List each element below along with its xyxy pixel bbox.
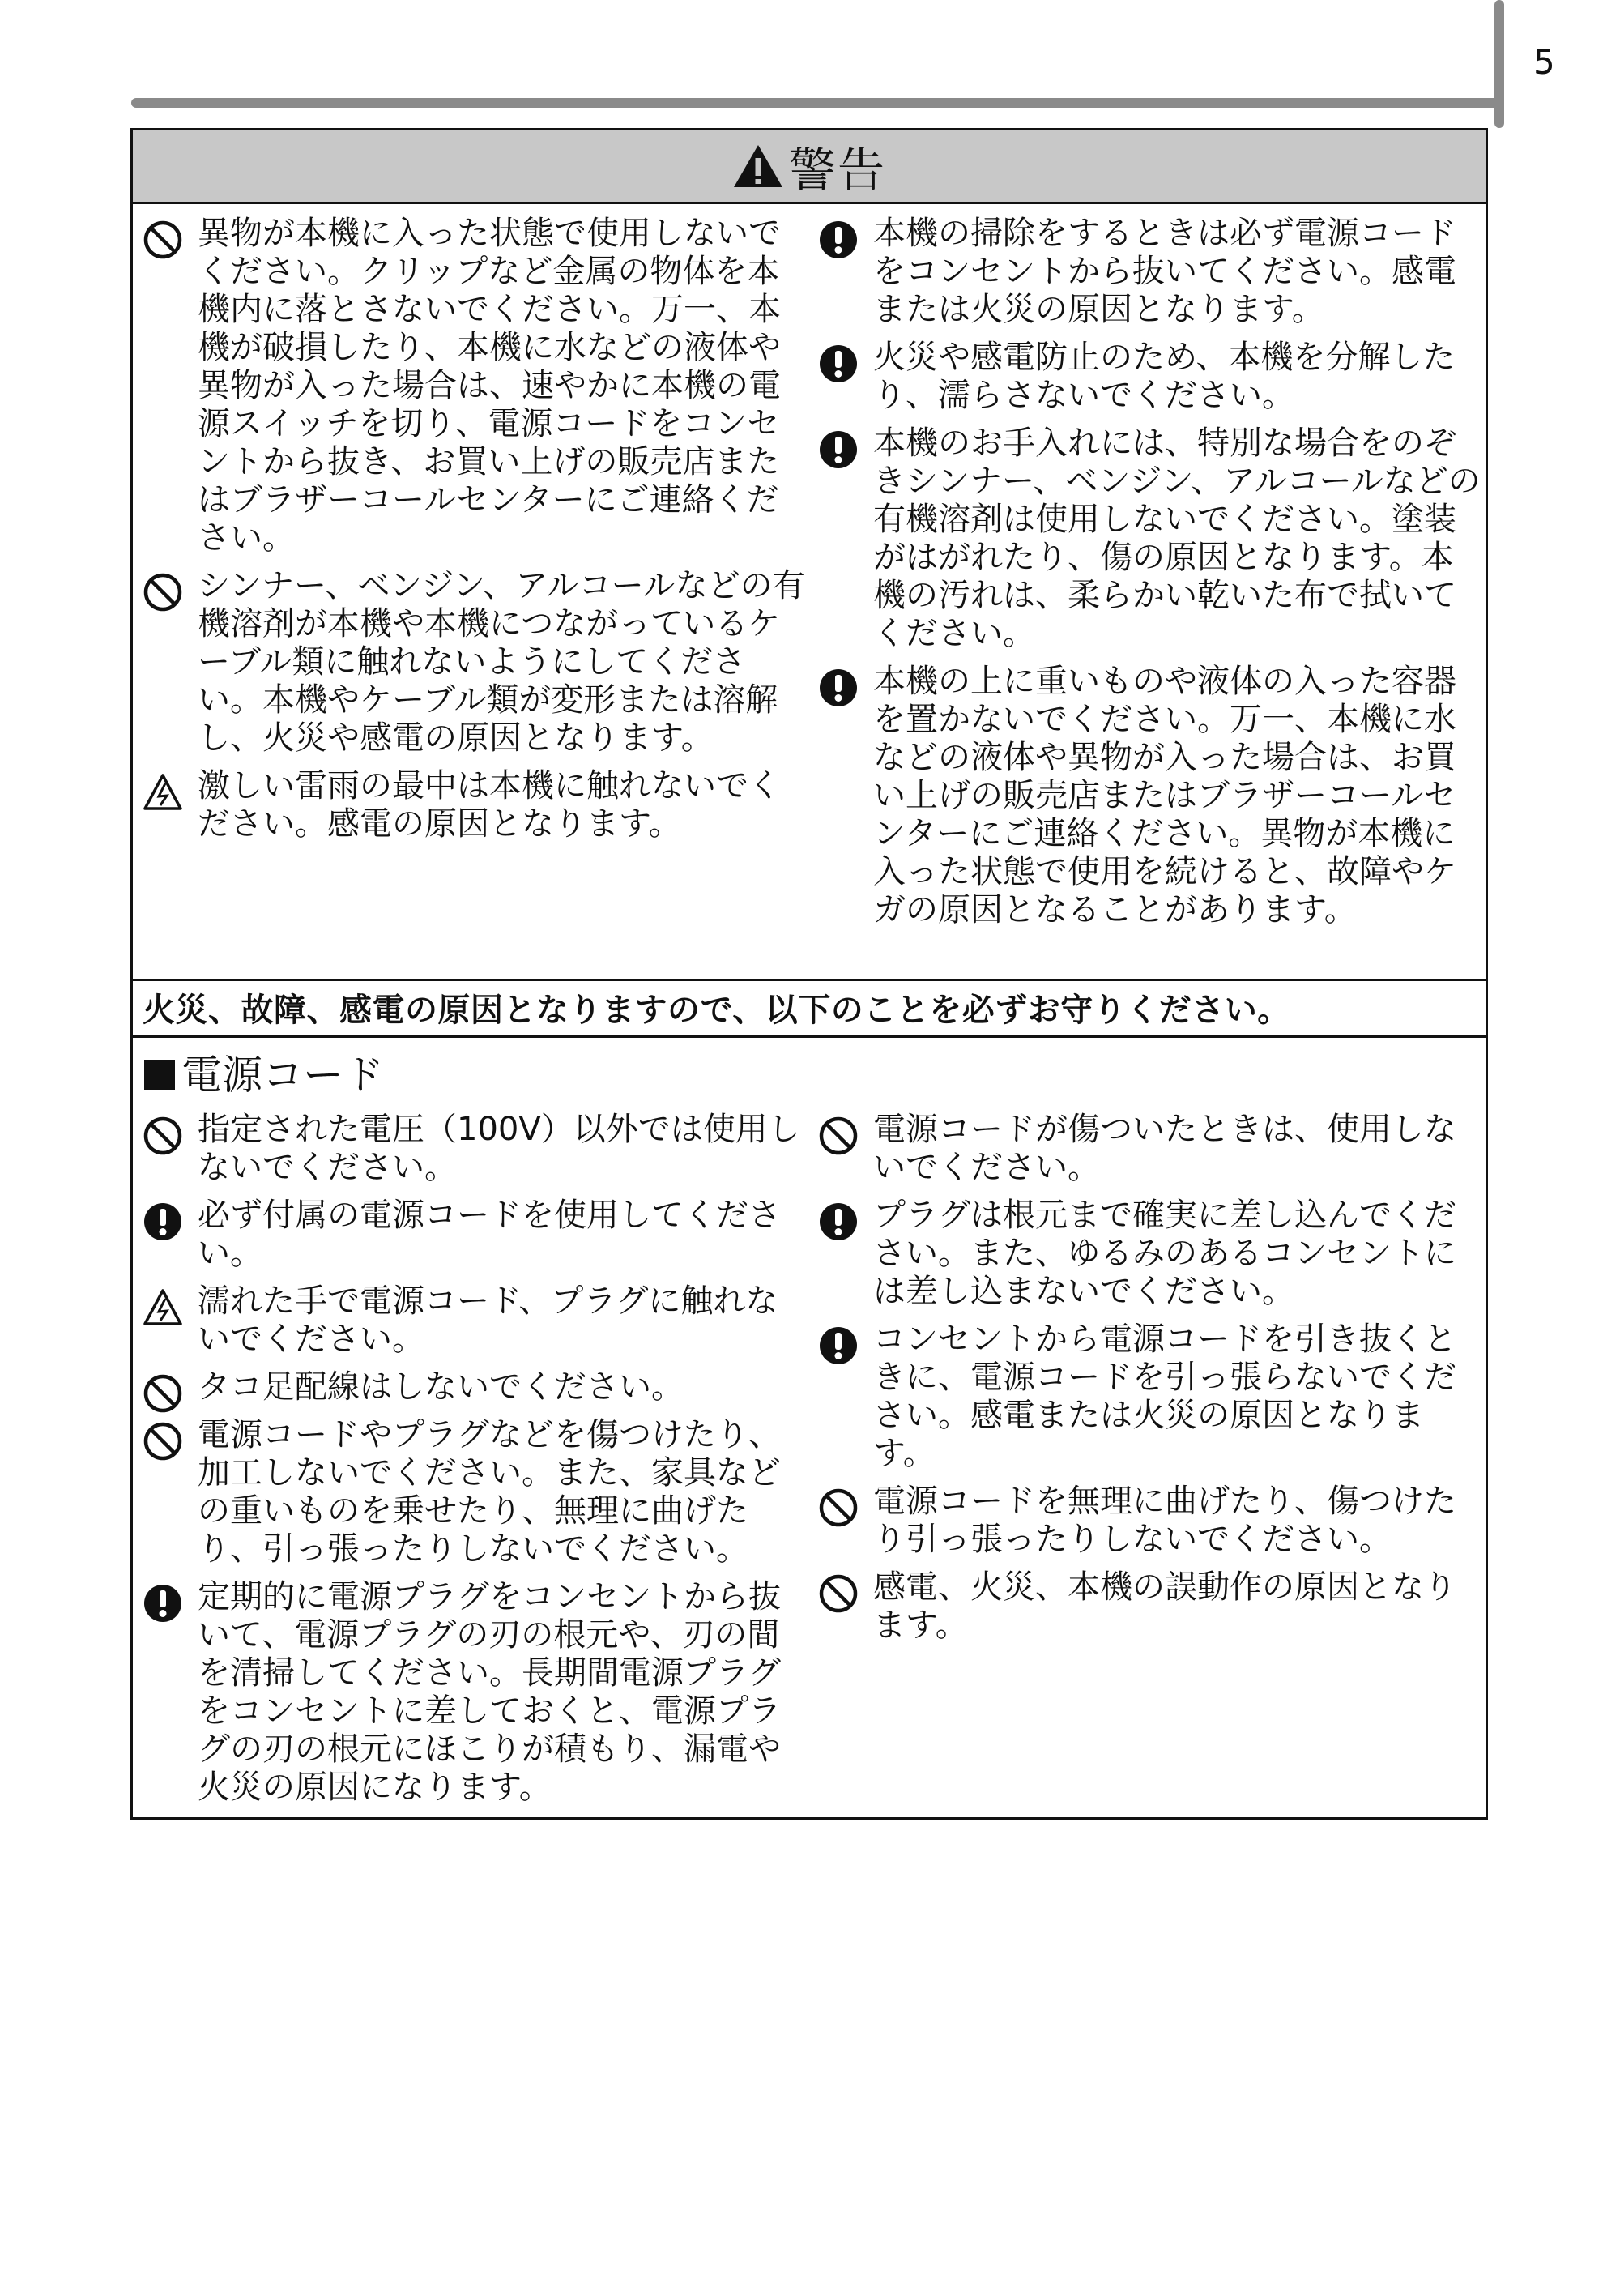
mandatory-icon [143,1583,183,1624]
warning-item-text: シンナー、ベンジン、アルコールなどの有機溶剤が本機や本機につながっているケーブル類に触れないようにしてください。本機やケーブル類が変形または溶解し、火災や感電の原因となります。 [198,567,805,757]
power-cord-item-text: 電源コードが傷ついたときは、使用しないでください。 [873,1111,1456,1186]
power-cord-item [143,1578,808,1807]
mandatory-icon [818,668,859,708]
electric-shock-icon [143,1287,183,1328]
warning-item [818,663,1482,929]
prohibit-icon [818,1487,859,1528]
section-title-text: 電源コード [181,1052,384,1099]
section-divider [133,1035,1486,1038]
power-cord-item [818,1321,1482,1473]
warning-title: 警告 [788,143,886,198]
mandatory-icon [818,1201,859,1242]
warning-item [818,339,1482,415]
power-cord-item-text: 定期的に電源プラグをコンセントから抜いて、電源プラグの刃の根元や、刃の間を清掃してください。長期間電源プラグをコンセントに差しておくと、電源プラグの刃の根元にほこりが積もり、漏電や火災の原因になります。 [198,1578,781,1806]
warning-header [133,130,1486,204]
power-cord-item [143,1416,808,1568]
power-cord-item [818,1483,1482,1559]
warning-item [143,215,805,557]
warning-item-text: 異物が本機に入った状態で使用しないでください。クリップなど金属の物体を本機内に落とさないでください。万一、本機が破損したり、本機に水などの液体や異物が入った場合は、速やかに本機の電源スイッチを切り、電源コードをコンセントから抜き、お買い上げの販売店またはブラザーコールセンターにご連絡ください。 [198,215,781,557]
header-rule [131,98,1504,108]
prohibit-icon [818,1116,859,1156]
prohibit-icon [143,572,183,612]
mandatory-icon [818,220,859,260]
warning-item-text: 火災や感電防止のため、本機を分解したり、濡らさないでください。 [873,339,1456,414]
notice-text: 火災、故障、感電の原因となりますので、以下のことを必ずお守りください。 [143,992,1290,1029]
mandatory-icon [143,1201,183,1242]
power-cord-item-text: コンセントから電源コードを引き抜くときに、電源コードを引っ張らないでください。感電または火災の原因となります。 [873,1321,1456,1472]
header-corner-rule [1494,0,1504,128]
power-cord-item-text: 濡れた手で電源コード、プラグに触れないでください。 [198,1282,778,1358]
power-cord-item-text: 電源コードを無理に曲げたり、傷つけたり引っ張ったりしないでください。 [873,1483,1456,1558]
mandatory-icon [818,344,859,384]
warning-item [143,567,805,758]
power-cord-item [143,1368,808,1406]
power-cord-item [818,1111,1482,1187]
warning-item [818,215,1482,329]
mandatory-icon [818,1325,859,1366]
mandatory-icon [818,429,859,470]
power-cord-item-text: 指定された電圧（100V）以外では使用しないでください。 [198,1111,800,1186]
power-cord-item [143,1197,808,1273]
power-cord-item [818,1197,1482,1311]
electric-shock-icon [143,772,183,813]
warning-item-text: 本機の上に重いものや液体の入った容器を置かないでください。万一、本機に水などの液体や異物が入った場合は、お買い上げの販売店またはブラザーコールセンターにご連絡ください。異物が本機に入った状態で使用を続けると、故障やケガの原因となることがあります。 [873,663,1456,928]
power-cord-item [143,1111,808,1187]
warning-item-text: 激しい雷雨の最中は本機に触れないでください。感電の原因となります。 [198,767,781,843]
warning-item-text: 本機のお手入れには、特別な場合をのぞきシンナー、ベンジン、アルコールなどの有機溶剤は使用しないでください。塗装がはがれたり、傷の原因となります。本機の汚れは、柔らかい乾いた布で拭いてください。 [873,425,1481,652]
square-bullet-icon [144,1060,175,1090]
power-cord-item [818,1568,1482,1645]
power-cord-item-text: 必ず付属の電源コードを使用してください。 [198,1197,781,1272]
warning-item [143,767,805,843]
prohibit-icon [143,1421,183,1462]
prohibit-icon [143,1373,183,1414]
section-divider [133,979,1486,981]
power-cord-item [143,1282,808,1359]
prohibit-icon [818,1573,859,1614]
power-cord-item-text: 電源コードやプラグなどを傷つけたり、加工しないでください。また、家具などの重いものを乗せたり、無理に曲げたり、引っ張ったりしないでください。 [198,1416,781,1568]
page-number: 5 [1533,42,1555,82]
power-cord-item-text: タコ足配線はしないでください。 [198,1368,684,1406]
section-title [144,1051,384,1099]
warning-item [818,425,1482,653]
power-cord-item-text: 感電、火災、本機の誤動作の原因となります。 [873,1568,1456,1644]
safety-box [130,128,1488,1820]
prohibit-icon [143,1116,183,1156]
warning-triangle-icon [732,143,784,189]
power-cord-item-text: プラグは根元まで確実に差し込んでください。また、ゆるみのあるコンセントには差し込まないでください。 [873,1197,1456,1310]
prohibit-icon [143,220,183,260]
warning-item-text: 本機の掃除をするときは必ず電源コードをコンセントから抜いてください。感電または火災の原因となります。 [873,215,1456,328]
